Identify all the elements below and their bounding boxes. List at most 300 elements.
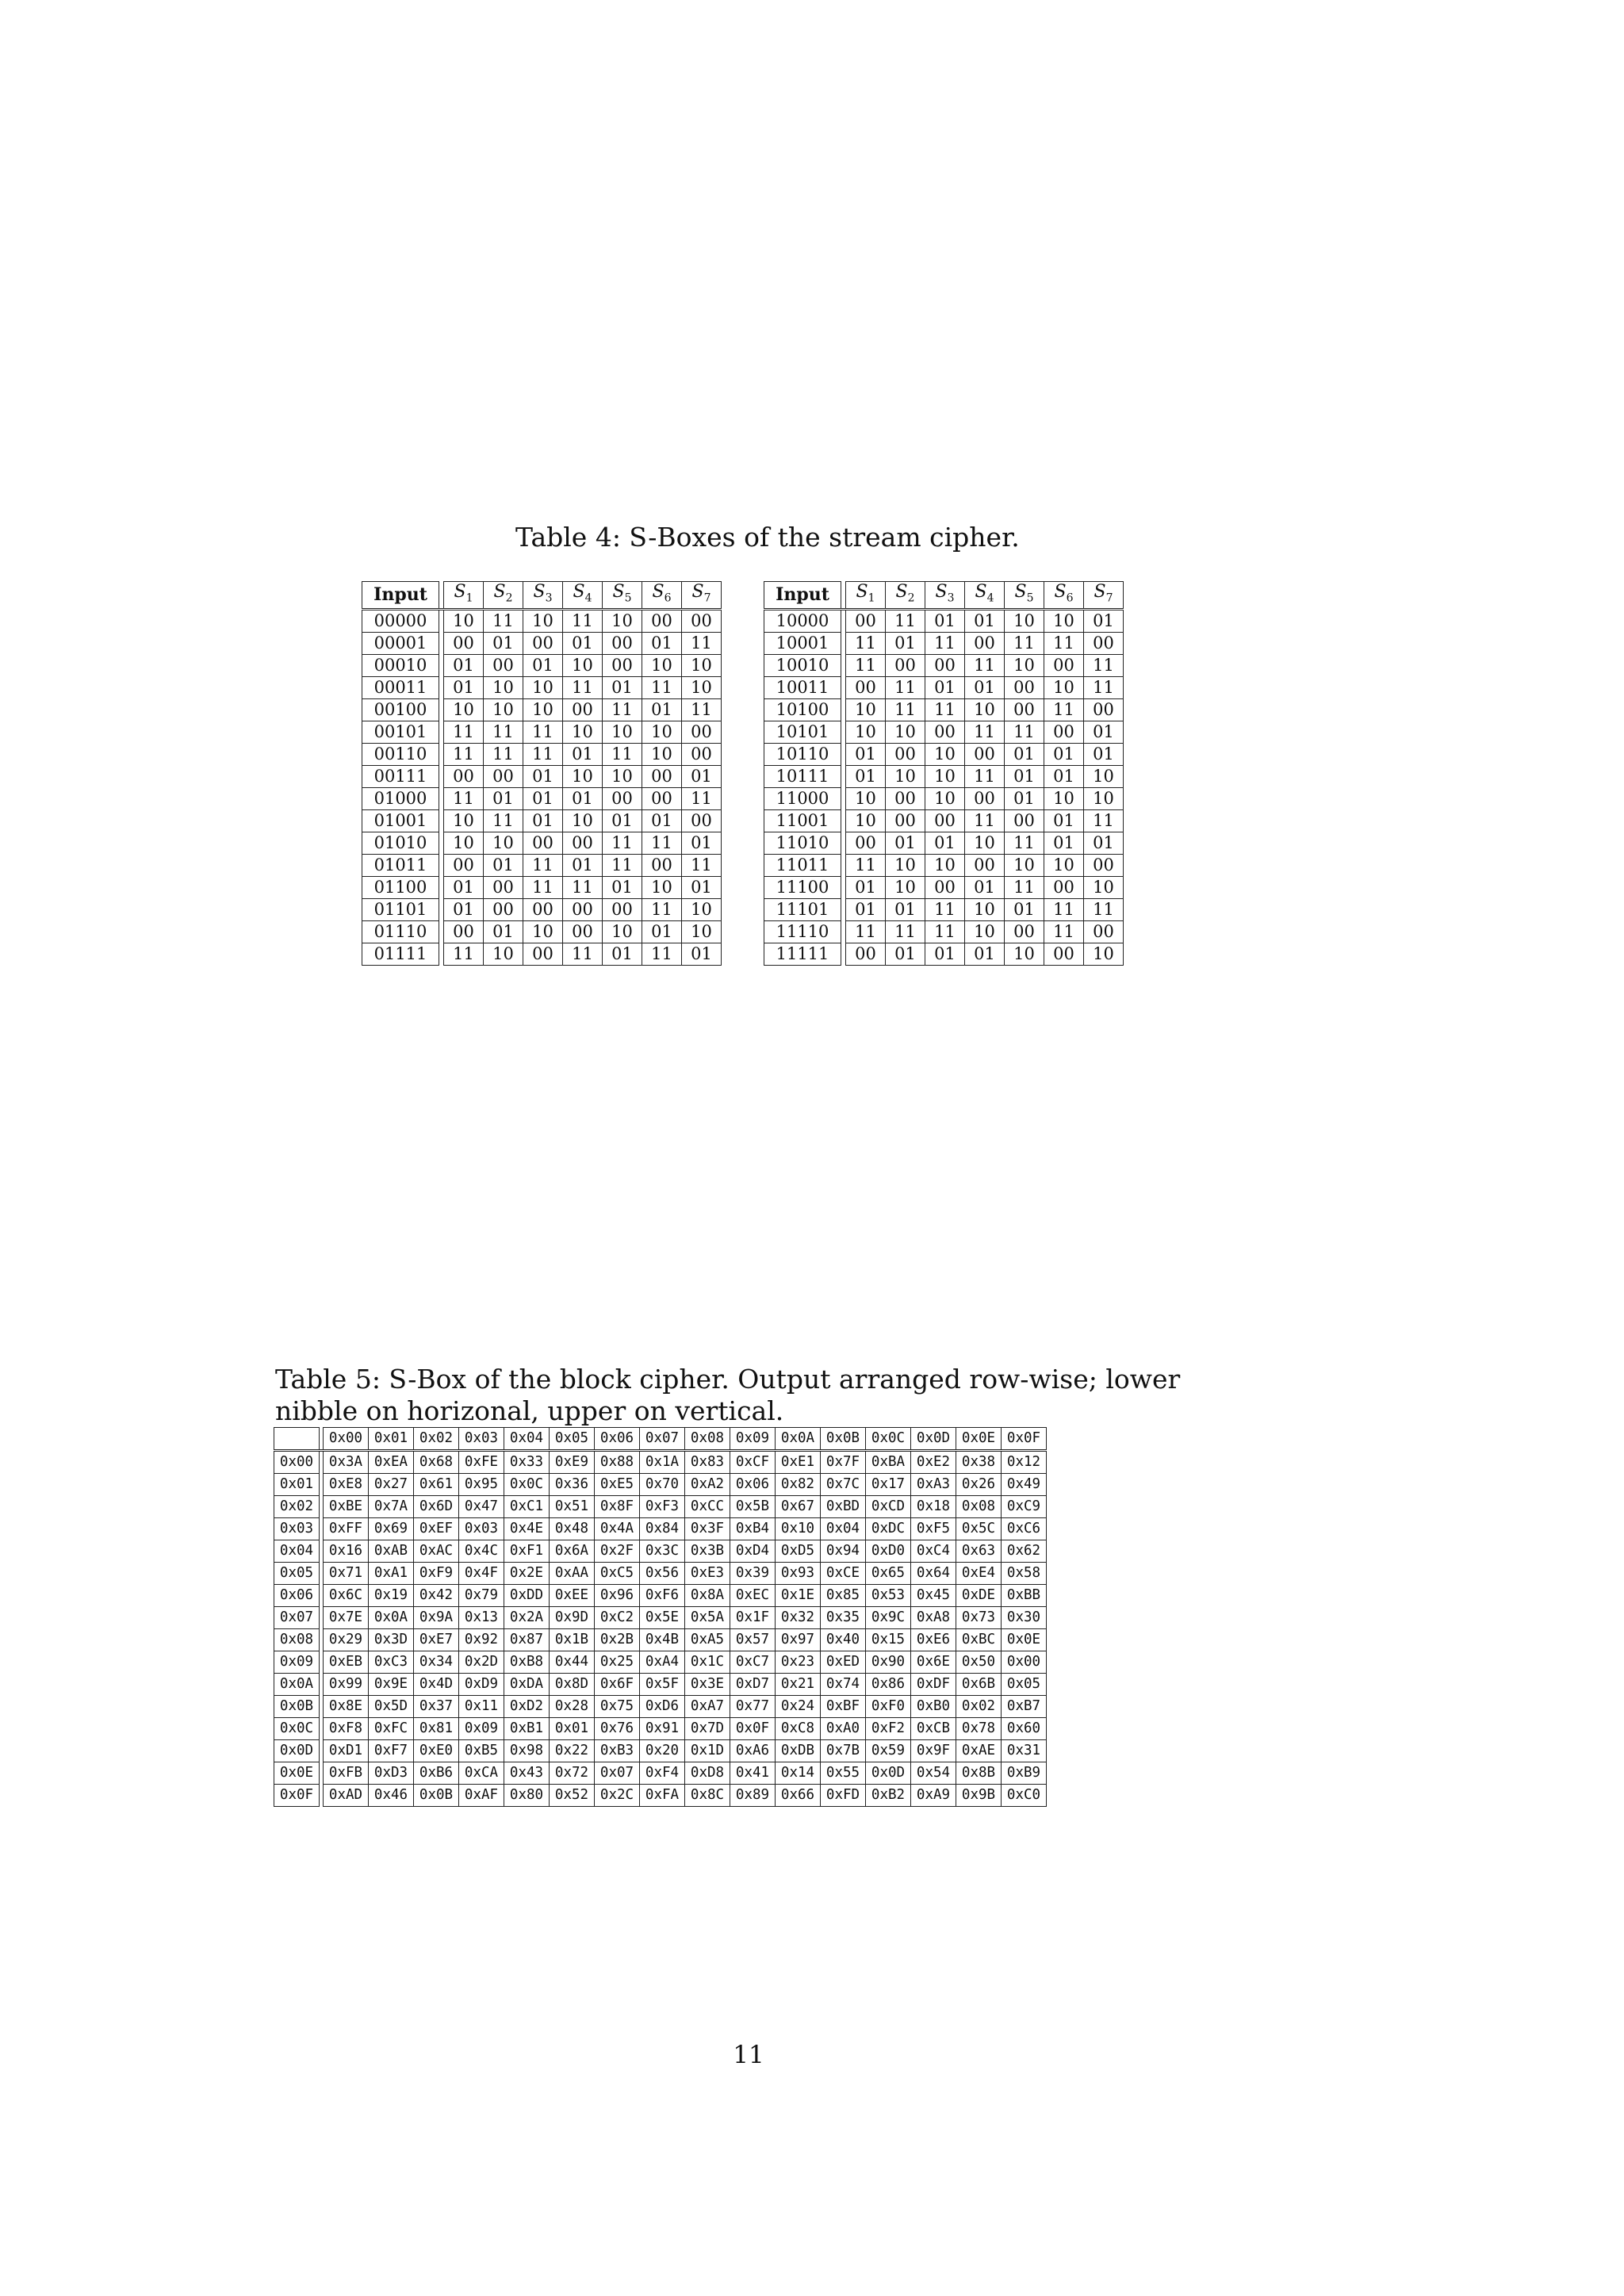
sbox-cell: 0x8A [685,1585,730,1607]
output-cell: 01 [523,655,563,677]
table-row [274,1496,1047,1518]
sbox-cell: 0x26 [956,1474,1002,1496]
sbox-cell: 0x1D [685,1740,730,1762]
output-cell: 00 [846,943,886,966]
sbox-cell: 0x6B [956,1674,1002,1696]
sbox-cell: 0xC8 [776,1718,821,1740]
sbox-cell: 0xD1 [324,1740,369,1762]
table-row [362,943,722,966]
sbox-cell: 0x46 [369,1785,414,1807]
output-cell: 00 [965,633,1005,655]
input-cell: 11001 [764,810,841,832]
output-cell: 11 [846,921,886,943]
sbox-cell: 0x35 [821,1607,866,1629]
output-cell: 11 [846,633,886,655]
output-cell: 11 [925,699,965,721]
table-row [764,610,1124,633]
sbox-cell: 0x83 [685,1451,730,1474]
sbox-cell: 0xEE [550,1585,595,1607]
table-row [764,921,1124,943]
output-cell: 00 [965,788,1005,810]
output-cell: 11 [925,921,965,943]
output-cell: 00 [925,877,965,899]
output-cell: 11 [563,943,603,966]
output-cell: 10 [642,721,682,744]
table-row [764,899,1124,921]
sbox-cell: 0x45 [911,1585,956,1607]
input-cell: 00100 [362,699,439,721]
output-cell: 10 [1084,877,1124,899]
input-cell: 01101 [362,899,439,921]
output-cell: 10 [523,921,563,943]
output-cell: 10 [925,855,965,877]
output-cell: 01 [603,943,642,966]
sbox-cell: 0x9B [956,1785,1002,1807]
output-cell: 01 [886,633,925,655]
sbox-cell: 0x1A [640,1451,685,1474]
sbox-cell: 0x97 [776,1629,821,1651]
output-cell: 00 [925,655,965,677]
output-cell: 01 [682,877,722,899]
output-cell: 01 [925,610,965,633]
output-cell: 11 [1005,877,1044,899]
table-row [362,699,722,721]
sbox-cell: 0xC0 [1002,1785,1047,1807]
sbox-cell: 0xB5 [459,1740,504,1762]
output-cell: 11 [1005,721,1044,744]
sbox-cell: 0x17 [866,1474,911,1496]
sbox-cell: 0xE4 [956,1563,1002,1585]
sbox-cell: 0xE5 [595,1474,640,1496]
row-header: 0x06 [274,1585,320,1607]
sbox-cell: 0xEF [414,1518,459,1540]
output-cell: 11 [603,699,642,721]
sbox-cell: 0x8F [595,1496,640,1518]
output-cell: 10 [682,899,722,921]
sbox-cell: 0xE8 [324,1474,369,1496]
output-cell: 01 [484,855,523,877]
input-cell: 10000 [764,610,841,633]
sbox-cell: 0xF4 [640,1762,685,1785]
input-cell: 01010 [362,832,439,855]
output-cell: 10 [682,921,722,943]
sbox-cell: 0x6D [414,1496,459,1518]
output-cell: 10 [563,766,603,788]
sbox-cell: 0xF3 [640,1496,685,1518]
output-cell: 10 [925,788,965,810]
output-cell: 00 [846,610,886,633]
table4-right-body [764,610,1124,966]
output-cell: 01 [886,832,925,855]
input-cell: 01011 [362,855,439,877]
sbox-cell: 0x0E [1002,1629,1047,1651]
table-row [362,832,722,855]
output-cell: 01 [682,832,722,855]
sbox-cell: 0xCD [866,1496,911,1518]
sbox-cell: 0xD7 [730,1674,776,1696]
output-cell: 01 [965,943,1005,966]
output-cell: 01 [1044,832,1084,855]
sbox-cell: 0x1F [730,1607,776,1629]
sbox-cell: 0x98 [504,1740,550,1762]
sbox-cell: 0xB8 [504,1651,550,1674]
output-cell: 10 [484,943,523,966]
output-cell: 01 [1044,766,1084,788]
output-cell: 01 [1084,744,1124,766]
sbox-cell: 0x62 [1002,1540,1047,1563]
sbox-cell: 0x70 [640,1474,685,1496]
output-cell: 11 [846,855,886,877]
sbox-cell: 0x4F [459,1563,504,1585]
sbox-cell: 0xBD [821,1496,866,1518]
output-cell: 10 [1044,788,1084,810]
output-cell: 10 [523,610,563,633]
sbox-index: 6 [664,591,672,605]
output-cell: 01 [1005,899,1044,921]
sbox-cell: 0x8D [550,1674,595,1696]
sbox-cell: 0x03 [459,1518,504,1540]
sbox-cell: 0x82 [776,1474,821,1496]
sbox-cell: 0x1B [550,1629,595,1651]
output-cell: 01 [642,810,682,832]
sbox-cell: 0x2A [504,1607,550,1629]
table-row [274,1451,1047,1474]
sbox-cell: 0x63 [956,1540,1002,1563]
sbox-cell: 0x48 [550,1518,595,1540]
sbox-cell: 0xF5 [911,1518,956,1540]
sbox-cell: 0x90 [866,1651,911,1674]
sbox-cell: 0xE1 [776,1451,821,1474]
sbox-cell: 0xDE [956,1585,1002,1607]
sbox-cell: 0x2B [595,1629,640,1651]
sbox-cell: 0xA8 [911,1607,956,1629]
output-cell: 01 [1084,721,1124,744]
sbox-cell: 0x4E [504,1518,550,1540]
table5-sbox [274,1427,1047,1807]
output-cell: 10 [444,610,484,633]
output-cell: 00 [1005,810,1044,832]
sbox-cell: 0x87 [504,1629,550,1651]
input-cell: 10110 [764,744,841,766]
output-cell: 01 [523,788,563,810]
table-row [362,766,722,788]
output-cell: 10 [1005,610,1044,633]
output-cell: 01 [682,766,722,788]
output-cell: 11 [965,721,1005,744]
sbox-cell: 0x3D [369,1629,414,1651]
row-header: 0x05 [274,1563,320,1585]
sbox-cell: 0x72 [550,1762,595,1785]
sbox-cell: 0xB7 [1002,1696,1047,1718]
output-cell: 00 [965,855,1005,877]
table-row [764,877,1124,899]
sbox-cell: 0x4B [640,1629,685,1651]
output-cell: 10 [965,832,1005,855]
sbox-cell: 0x57 [730,1629,776,1651]
sbox-cell: 0x12 [1002,1451,1047,1474]
sbox-header: $S_3$ [523,582,563,610]
table-row [764,655,1124,677]
sbox-cell: 0x60 [1002,1718,1047,1740]
output-cell: 10 [965,921,1005,943]
sbox-cell: 0x99 [324,1674,369,1696]
sbox-index: 7 [703,591,711,605]
output-cell: 10 [886,766,925,788]
output-cell: 00 [886,655,925,677]
output-cell: 11 [965,810,1005,832]
output-cell: 01 [1084,610,1124,633]
sbox-cell: 0xAD [324,1785,369,1807]
table4-right [764,581,1124,966]
sbox-header: $S_1$ [846,582,886,610]
input-cell: 11100 [764,877,841,899]
sbox-cell: 0x93 [776,1563,821,1585]
output-cell: 10 [603,610,642,633]
sbox-cell: 0x0A [369,1607,414,1629]
input-cell: 00101 [362,721,439,744]
row-header: 0x01 [274,1474,320,1496]
sbox-cell: 0xE2 [911,1451,956,1474]
sbox-cell: 0x13 [459,1607,504,1629]
row-header: 0x02 [274,1496,320,1518]
output-cell: 11 [444,788,484,810]
output-cell: 11 [603,855,642,877]
sbox-index: 7 [1105,591,1113,605]
sbox-cell: 0x6F [595,1674,640,1696]
table5-header-row [274,1428,1047,1451]
table-row [274,1651,1047,1674]
output-cell: 00 [523,943,563,966]
sbox-cell: 0xA6 [730,1740,776,1762]
output-cell: 11 [444,943,484,966]
sbox-cell: 0x8E [324,1696,369,1718]
output-cell: 01 [965,877,1005,899]
input-cell: 11010 [764,832,841,855]
output-cell: 00 [484,899,523,921]
output-cell: 11 [642,677,682,699]
output-cell: 01 [444,877,484,899]
output-cell: 10 [1005,655,1044,677]
output-cell: 00 [484,877,523,899]
sbox-cell: 0x31 [1002,1740,1047,1762]
sbox-cell: 0xB6 [414,1762,459,1785]
sbox-cell: 0xC3 [369,1651,414,1674]
sbox-cell: 0x78 [956,1718,1002,1740]
sbox-cell: 0x94 [821,1540,866,1563]
sbox-cell: 0x51 [550,1496,595,1518]
output-cell: 10 [563,810,603,832]
sbox-index: 4 [584,591,592,605]
output-cell: 10 [846,699,886,721]
output-cell: 01 [1044,810,1084,832]
output-cell: 10 [642,655,682,677]
output-cell: 10 [965,899,1005,921]
input-cell: 11000 [764,788,841,810]
sbox-cell: 0x71 [324,1563,369,1585]
sbox-cell: 0x9F [911,1740,956,1762]
sbox-cell: 0x68 [414,1451,459,1474]
output-cell: 00 [484,766,523,788]
input-cell: 01100 [362,877,439,899]
column-header: 0x0D [911,1428,956,1451]
sbox-cell: 0xC2 [595,1607,640,1629]
sbox-cell: 0x8B [956,1762,1002,1785]
sbox-cell: 0xEA [369,1451,414,1474]
column-header: 0x06 [595,1428,640,1451]
sbox-cell: 0xB1 [504,1718,550,1740]
sbox-cell: 0x77 [730,1696,776,1718]
output-cell: 10 [1044,610,1084,633]
output-cell: 00 [444,921,484,943]
output-cell: 00 [603,633,642,655]
column-header: 0x00 [324,1428,369,1451]
sbox-cell: 0xE7 [414,1629,459,1651]
sbox-cell: 0x4C [459,1540,504,1563]
input-cell: 11101 [764,899,841,921]
sbox-cell: 0x22 [550,1740,595,1762]
sbox-cell: 0x6E [911,1651,956,1674]
table-row [274,1718,1047,1740]
sbox-cell: 0x49 [1002,1474,1047,1496]
sbox-cell: 0x7D [685,1718,730,1740]
table-row [764,744,1124,766]
output-cell: 11 [925,899,965,921]
output-cell: 01 [642,699,682,721]
table4-left-header-row [362,582,722,610]
output-cell: 10 [682,655,722,677]
sbox-index: 1 [868,591,875,605]
sbox-cell: 0xA0 [821,1718,866,1740]
table-row [362,744,722,766]
table4-caption: Table 4: S-Boxes of the stream cipher. [515,522,1020,553]
sbox-cell: 0xC4 [911,1540,956,1563]
sbox-cell: 0x15 [866,1629,911,1651]
sbox-cell: 0x33 [504,1451,550,1474]
sbox-header: $S_7$ [682,582,722,610]
output-cell: 11 [1044,699,1084,721]
sbox-cell: 0xF2 [866,1718,911,1740]
output-cell: 01 [563,788,603,810]
sbox-cell: 0xAB [369,1540,414,1563]
output-cell: 01 [1005,766,1044,788]
sbox-cell: 0xFD [821,1785,866,1807]
sbox-cell: 0x73 [956,1607,1002,1629]
sbox-cell: 0xD3 [369,1762,414,1785]
output-cell: 10 [846,810,886,832]
sbox-cell: 0x16 [324,1540,369,1563]
output-cell: 00 [1084,633,1124,655]
table-row [764,677,1124,699]
output-cell: 00 [925,810,965,832]
output-cell: 11 [1005,633,1044,655]
input-cell: 01111 [362,943,439,966]
output-cell: 10 [444,699,484,721]
output-cell: 00 [642,855,682,877]
output-cell: 00 [965,744,1005,766]
output-cell: 10 [563,655,603,677]
sbox-cell: 0x50 [956,1651,1002,1674]
table-row [764,633,1124,655]
output-cell: 00 [1084,921,1124,943]
table-row [764,832,1124,855]
output-cell: 01 [1044,744,1084,766]
input-cell: 10111 [764,766,841,788]
sbox-cell: 0x79 [459,1585,504,1607]
output-cell: 01 [846,899,886,921]
output-cell: 10 [886,721,925,744]
table-row [362,810,722,832]
column-header: 0x0B [821,1428,866,1451]
output-cell: 10 [1084,788,1124,810]
sbox-cell: 0x5F [640,1674,685,1696]
sbox-cell: 0x59 [866,1740,911,1762]
output-cell: 00 [603,655,642,677]
sbox-cell: 0x96 [595,1585,640,1607]
table-row [362,655,722,677]
output-cell: 11 [965,766,1005,788]
output-cell: 01 [484,633,523,655]
table-row [362,677,722,699]
table-row [274,1762,1047,1785]
table-row [764,788,1124,810]
input-cell: 10001 [764,633,841,655]
output-cell: 11 [886,921,925,943]
output-cell: 00 [682,721,722,744]
output-cell: 10 [603,721,642,744]
sbox-cell: 0x85 [821,1585,866,1607]
sbox-cell: 0xCF [730,1451,776,1474]
sbox-cell: 0xA5 [685,1629,730,1651]
output-cell: 11 [484,721,523,744]
sbox-cell: 0xDF [911,1674,956,1696]
sbox-cell: 0xBE [324,1496,369,1518]
output-cell: 01 [846,766,886,788]
output-cell: 00 [642,766,682,788]
sbox-cell: 0x3F [685,1518,730,1540]
sbox-cell: 0xD9 [459,1674,504,1696]
sbox-cell: 0xD8 [685,1762,730,1785]
sbox-cell: 0xF6 [640,1585,685,1607]
sbox-cell: 0x69 [369,1518,414,1540]
sbox-cell: 0xAE [956,1740,1002,1762]
sbox-cell: 0x29 [324,1629,369,1651]
sbox-cell: 0x02 [956,1696,1002,1718]
output-cell: 01 [846,877,886,899]
sbox-header: $S_4$ [965,582,1005,610]
output-cell: 11 [484,744,523,766]
sbox-index: 3 [545,591,553,605]
output-cell: 00 [563,921,603,943]
sbox-cell: 0x86 [866,1674,911,1696]
sbox-cell: 0x67 [776,1496,821,1518]
sbox-cell: 0x24 [776,1696,821,1718]
sbox-cell: 0x28 [550,1696,595,1718]
sbox-index: 5 [1026,591,1034,605]
sbox-cell: 0x52 [550,1785,595,1807]
table-row [274,1563,1047,1585]
sbox-cell: 0xBF [821,1696,866,1718]
output-cell: 11 [682,788,722,810]
sbox-cell: 0xC6 [1002,1518,1047,1540]
sbox-cell: 0xA9 [911,1785,956,1807]
output-cell: 01 [682,943,722,966]
output-cell: 00 [603,788,642,810]
table-row [274,1607,1047,1629]
sbox-cell: 0x07 [595,1762,640,1785]
sbox-cell: 0xBB [1002,1585,1047,1607]
sbox-cell: 0x34 [414,1651,459,1674]
output-cell: 11 [1044,921,1084,943]
